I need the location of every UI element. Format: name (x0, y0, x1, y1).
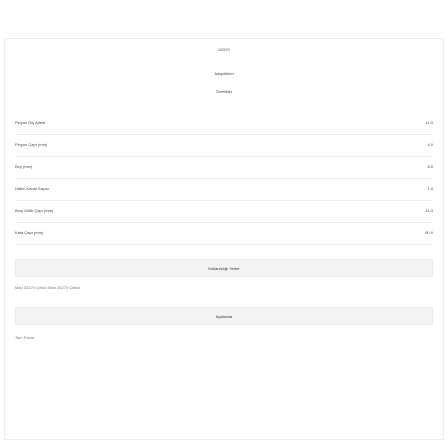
spec-row (15, 113, 433, 135)
spec-label: Hatlın Kanal Sayısı (15, 186, 50, 191)
compatible-title: Kullanıldığı Yerler (208, 266, 240, 271)
compatible-text: Man 33270 Çekici Man 26270 Çekici (15, 285, 81, 290)
spec-value: 60.0 (425, 230, 433, 235)
product-card (4, 38, 444, 440)
spec-value: 4.0 (427, 142, 433, 147)
product-code: 5Z093 (218, 47, 230, 52)
description-text: Tam Frene (15, 335, 35, 340)
spec-label: Kafa Çapı (mm) (15, 230, 44, 235)
spec-value: 11.0 (425, 120, 433, 125)
spec-row (15, 223, 433, 245)
compatible-header (15, 259, 433, 277)
spec-row (15, 157, 433, 179)
description-header (15, 307, 433, 325)
spec-value: 1.0 (427, 186, 433, 191)
product-category: Adaptörleri (214, 71, 234, 76)
spec-label: Burç Delik Çapı (mm) (15, 208, 54, 213)
description-title: Açıklama (215, 314, 233, 319)
spec-value: 14.3 (425, 208, 433, 213)
spec-label: Pinyon Diş Adedi (15, 120, 46, 125)
spec-label: Pinyon Çapı (mm) (15, 142, 48, 147)
spec-value: 8.5 (427, 164, 433, 169)
spec-row (15, 201, 433, 223)
spec-row (15, 179, 433, 201)
spec-label: Boy (mm) (15, 164, 33, 169)
spec-row (15, 135, 433, 157)
specs-title: Özellikler (215, 89, 233, 94)
